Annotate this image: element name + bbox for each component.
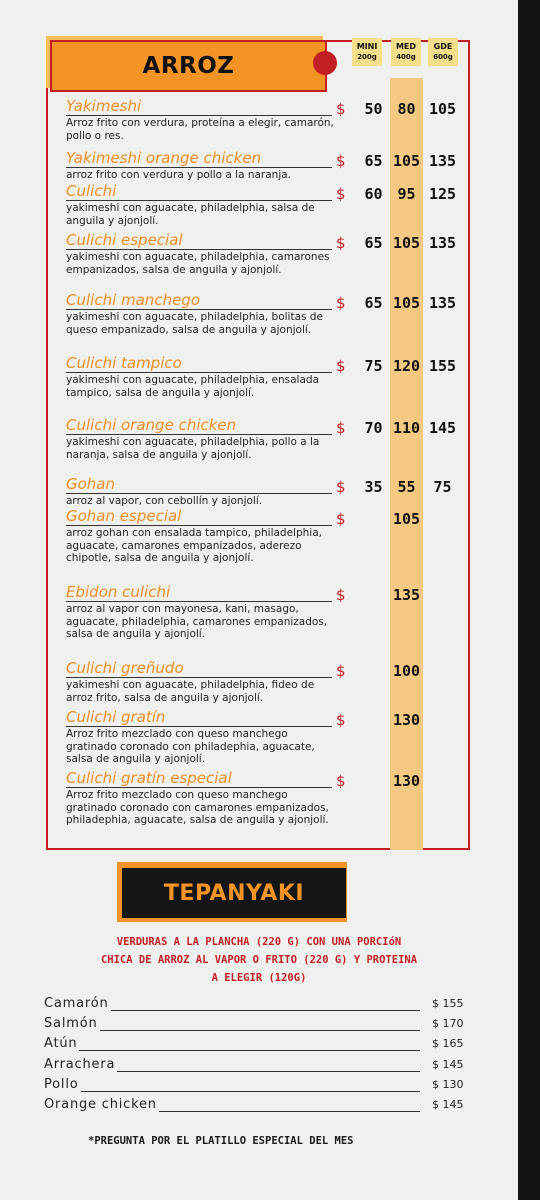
- menu-item-name: Culichi gratín: [66, 709, 332, 727]
- price-med: 130: [392, 711, 421, 729]
- price-med: 105: [392, 510, 421, 528]
- menu-item: [66, 183, 396, 227]
- price-mini: 60: [364, 185, 383, 203]
- tepanyaki-item-name: Pollo: [44, 1077, 79, 1092]
- menu-item: [66, 508, 396, 565]
- tepanyaki-item: [44, 1097, 474, 1115]
- tepanyaki-item: [44, 1077, 474, 1095]
- price-med: 130: [392, 772, 421, 790]
- menu-item-description: yakimeshi con aguacate, philadelphia, fideo de arroz frito, salsa de anguila y ajonjolí.: [66, 679, 315, 704]
- currency-symbol: $: [336, 772, 346, 790]
- leader-line: [159, 1111, 420, 1112]
- price-mini: 65: [364, 152, 383, 170]
- price-mini: 75: [364, 357, 383, 375]
- menu-item-description: yakimeshi con aguacate, philadelphia, pollo a la naranja, salsa de anguila y ajonjolí.: [66, 436, 320, 461]
- price-med: 55: [397, 478, 416, 496]
- menu-item-name: Culichi orange chicken: [66, 417, 332, 435]
- leader-line: [81, 1091, 420, 1092]
- price-med: 105: [392, 234, 421, 252]
- menu-item-description: arroz al vapor, con cebollín y ajonjolí.: [66, 495, 263, 507]
- menu-item-description: Arroz frito mezclado con queso manchego gratinado coronado con philadephia, aguacate, salsa de anguila y ajonjolí.: [66, 728, 315, 765]
- currency-symbol: $: [336, 586, 346, 604]
- menu-item: [66, 232, 396, 276]
- currency-symbol: $: [336, 234, 346, 252]
- tepanyaki-item-price: $ 130: [432, 1078, 464, 1091]
- footnote: *PREGUNTA POR EL PLATILLO ESPECIAL DEL MES: [88, 1135, 354, 1147]
- menu-item-description: yakimeshi con aguacate, philadelphia, bolitas de queso empanizado, salsa de anguila y ajonjolí.: [66, 311, 323, 336]
- currency-symbol: $: [336, 185, 346, 203]
- menu-item: [66, 709, 396, 766]
- currency-symbol: $: [336, 357, 346, 375]
- menu-item-description: Arroz frito mezclado con queso manchego gratinado coronado con camarones empanizados, philadephia, aguacate, salsa de anguila y ajonjolí.: [66, 789, 329, 826]
- tepanyaki-item-name: Salmón: [44, 1016, 98, 1031]
- tepanyaki-description: VERDURAS A LA PLANCHA (220 G) CON UNA PORCIóN CHICA DE ARROZ AL VAPOR O FRITO (220 G) Y PROTEINA A ELEGIR (120G): [100, 936, 418, 984]
- menu-item: [66, 150, 396, 182]
- price-med: 100: [392, 662, 421, 680]
- price-med: 95: [397, 185, 416, 203]
- leader-line: [100, 1030, 420, 1031]
- size-label: MINI: [356, 42, 378, 51]
- menu-item: [66, 417, 396, 461]
- currency-symbol: $: [336, 419, 346, 437]
- menu-item-name: Culichi gratín especial: [66, 770, 332, 788]
- price-med: 110: [392, 419, 421, 437]
- menu-item: [66, 98, 396, 142]
- size-label: MED: [395, 42, 417, 51]
- tepanyaki-item: [44, 996, 474, 1014]
- size-grams: 600g: [433, 53, 453, 61]
- menu-item: [66, 355, 396, 399]
- menu-item-description: yakimeshi con aguacate, philadelphia, salsa de anguila y ajonjolí.: [66, 202, 315, 227]
- tepanyaki-item-price: $ 145: [432, 1098, 464, 1111]
- menu-item-name: Yakimeshi orange chicken: [66, 150, 332, 168]
- menu-item-description: arroz gohan con ensalada tampico, philadelphia, aguacate, camarones empanizados, aderezo chipotle, salsa de anguila y ajonjolí.: [66, 527, 322, 564]
- price-gde: 135: [428, 294, 457, 312]
- price-mini: 65: [364, 234, 383, 252]
- tepanyaki-item-price: $ 145: [432, 1058, 464, 1071]
- price-gde: 105: [428, 100, 457, 118]
- size-header-gde: [428, 38, 458, 66]
- menu-item: [66, 770, 396, 827]
- menu-item-description: yakimeshi con aguacate, philadelphia, ensalada tampico, salsa de anguila y ajonjolí.: [66, 374, 319, 399]
- price-gde: 155: [428, 357, 457, 375]
- price-med: 105: [392, 294, 421, 312]
- tepanyaki-item-name: Camarón: [44, 996, 109, 1011]
- currency-symbol: $: [336, 478, 346, 496]
- right-edge-strip: [518, 0, 540, 1200]
- arroz-section-title: ARROZ: [50, 40, 327, 92]
- menu-item-name: Culichi manchego: [66, 292, 332, 310]
- tepanyaki-item-name: Arrachera: [44, 1057, 116, 1072]
- leader-line: [79, 1050, 420, 1051]
- currency-symbol: $: [336, 510, 346, 528]
- menu-item-name: Culichi especial: [66, 232, 332, 250]
- tepanyaki-item: [44, 1016, 474, 1034]
- menu-item-description: arroz frito con verdura y pollo a la naranja.: [66, 169, 292, 181]
- tepanyaki-item-price: $ 155: [432, 997, 464, 1010]
- menu-item-description: arroz al vapor con mayonesa, kani, masago, aguacate, philadelphia, camarones empanizados, salsa de anguila y ajonjolí.: [66, 603, 328, 640]
- menu-item-name: Culichi greñudo: [66, 660, 332, 678]
- size-header-mini: [352, 38, 382, 66]
- tepanyaki-item-name: Orange chicken: [44, 1097, 157, 1112]
- currency-symbol: $: [336, 294, 346, 312]
- currency-symbol: $: [336, 662, 346, 680]
- tepanyaki-item-price: $ 170: [432, 1017, 464, 1030]
- price-med: 135: [392, 586, 421, 604]
- price-med: 105: [392, 152, 421, 170]
- leader-line: [117, 1071, 420, 1072]
- size-grams: 200g: [357, 53, 377, 61]
- tepanyaki-item-price: $ 165: [432, 1037, 464, 1050]
- price-med: 80: [397, 100, 416, 118]
- size-label: GDE: [433, 42, 453, 51]
- menu-item-description: Arroz frito con verdura, proteína a elegir, camarón, pollo o res.: [66, 117, 334, 142]
- menu-item-name: Gohan especial: [66, 508, 332, 526]
- tepanyaki-section-title: TEPANYAKI: [122, 868, 346, 918]
- price-gde: 135: [428, 234, 457, 252]
- price-mini: 35: [364, 478, 383, 496]
- price-med: 120: [392, 357, 421, 375]
- menu-item-name: Ebidon culichi: [66, 584, 332, 602]
- currency-symbol: $: [336, 711, 346, 729]
- size-grams: 400g: [396, 53, 416, 61]
- menu-item: [66, 584, 396, 641]
- price-gde: 135: [428, 152, 457, 170]
- tepanyaki-item: [44, 1036, 474, 1054]
- leader-line: [111, 1010, 420, 1011]
- menu-item-description: yakimeshi con aguacate, philadelphia, camarones empanizados, salsa de anguila y ajonjolí.: [66, 251, 330, 276]
- currency-symbol: $: [336, 100, 346, 118]
- menu-item: [66, 476, 396, 508]
- size-header-med: [391, 38, 421, 66]
- tepanyaki-item: [44, 1057, 474, 1075]
- currency-symbol: $: [336, 152, 346, 170]
- menu-item-name: Culichi tampico: [66, 355, 332, 373]
- title-dot-decoration: [313, 51, 337, 75]
- price-mini: 65: [364, 294, 383, 312]
- price-gde: 125: [428, 185, 457, 203]
- menu-item: [66, 292, 396, 336]
- price-gde: 145: [428, 419, 457, 437]
- menu-item-name: Yakimeshi: [66, 98, 332, 116]
- menu-item: [66, 660, 396, 704]
- price-mini: 50: [364, 100, 383, 118]
- menu-item-name: Gohan: [66, 476, 332, 494]
- price-gde: 75: [433, 478, 452, 496]
- tepanyaki-item-name: Atún: [44, 1036, 78, 1051]
- price-mini: 70: [364, 419, 383, 437]
- menu-item-name: Culichi: [66, 183, 332, 201]
